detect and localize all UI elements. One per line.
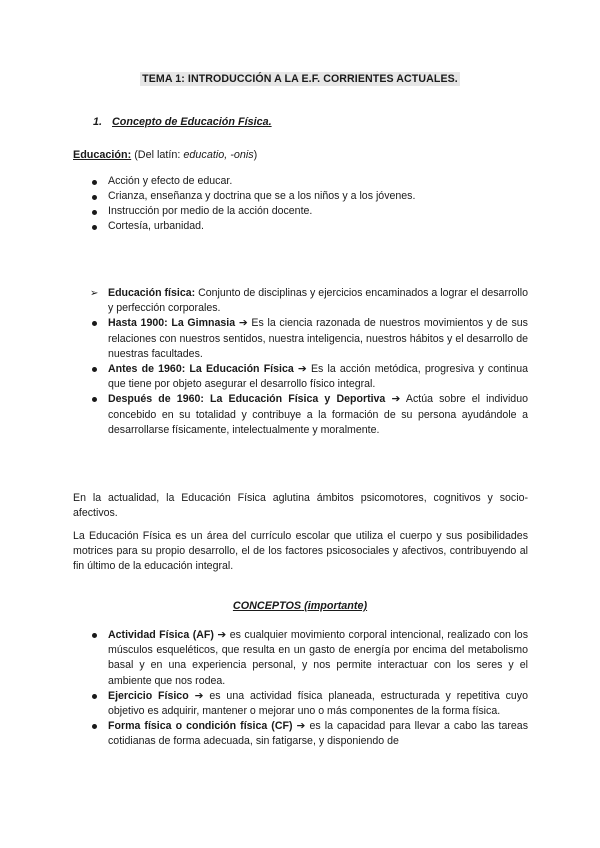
origin-prefix: (Del latín: — [134, 149, 184, 161]
item-term: Antes de 1960: La Educación Física — [108, 363, 294, 376]
list-item — [90, 392, 528, 438]
item-text: ➔ es la capacidad para llevar a cabo las tareas cotidianas de forma adecuada, sin fatigarse, y disponiendo de — [108, 720, 528, 748]
origin-suffix: ) — [253, 149, 258, 161]
list-item — [90, 286, 528, 316]
bullet-icon — [92, 694, 97, 699]
paragraph-current-scope: En la actualidad, la Educación Física aglutina ámbitos psicomotores, cognitivos y socio-afectivos. — [73, 492, 528, 520]
education-definitions-list — [90, 174, 415, 234]
education-definition-line — [73, 149, 257, 161]
item-text: ➔ es una actividad física planeada, estructurada y repetitiva cuyo objetivo es adquirir, mantener o mejorar uno o más componentes de la forma física. — [108, 689, 528, 718]
list-item — [90, 362, 528, 392]
item-text: ➔ Actúa sobre el individuo concebido en su totalidad y contribuye a la formación de su persona ayudándole a desarrollarse físicamente, intelectualmente y moralmente. — [108, 393, 528, 436]
concepts-heading — [0, 600, 600, 612]
list-item: Acción y efecto de educar. — [90, 174, 415, 189]
list-item — [90, 719, 528, 749]
list-item — [90, 689, 528, 719]
section-heading — [93, 116, 272, 128]
item-term: Después de 1960: La Educación Física y Deportiva — [108, 393, 386, 406]
concepts-note: (importante) — [304, 600, 368, 612]
bullet-icon — [92, 321, 97, 326]
bullet-icon — [92, 397, 97, 402]
concepts-list — [90, 628, 528, 750]
concepts-title: CONCEPTOS — [232, 600, 302, 612]
title-wrap — [0, 72, 600, 86]
list-item: Instrucción por medio de la acción docente. — [90, 204, 415, 219]
section-number: 1. — [93, 116, 103, 128]
item-term: Hasta 1900: La Gimnasia — [108, 317, 236, 330]
bullet-icon — [92, 724, 97, 729]
list-item — [90, 316, 528, 362]
list-item: Cortesía, urbanidad. — [90, 219, 415, 234]
section-title: Concepto de Educación Física. — [112, 116, 272, 128]
bullet-icon — [92, 367, 97, 372]
physical-education-history-list — [90, 286, 528, 438]
list-item — [90, 628, 528, 689]
item-term: Educación física: — [108, 287, 196, 299]
item-text: Conjunto de disciplinas y ejercicios encaminados a lograr el desarrollo y perfección corporales. — [108, 287, 528, 315]
arrow-bullet-icon: ➢ — [90, 288, 99, 299]
item-term: Ejercicio Físico — [108, 689, 189, 702]
item-term: Actividad Física (AF) — [108, 629, 214, 641]
item-term: Forma física o condición física (CF) — [108, 720, 293, 733]
list-item: Crianza, enseñanza y doctrina que se a los niños y a los jóvenes. — [90, 189, 415, 204]
item-text: ➔ es cualquier movimiento corporal intencional, realizado con los músculos esqueléticos, que resulta en un gasto de energía por encima del metabolismo basal y en una experiencia personal, y nos permite interactuar con los seres y el ambiente que nos rodea. — [108, 629, 528, 687]
education-term: Educación: — [73, 149, 132, 161]
paragraph-curriculum: La Educación Física es un área del currículo escolar que utiliza el cuerpo y sus posibilidades motrices para su propio desarrollo, el de los factores psicosociales y afectivos, contribuyendo al fin último de la educación integral. — [73, 530, 528, 573]
origin-word: educatio, -onis — [183, 149, 254, 161]
document-title: TEMA 1: INTRODUCCIÓN A LA E.F. CORRIENTES ACTUALES. — [142, 73, 458, 85]
item-text: ➔ Es la acción metódica, progresiva y continua que tiene por objeto asegurar el desarrollo físico integral. — [108, 363, 528, 391]
bullet-icon — [92, 633, 97, 638]
item-text: ➔ Es la ciencia razonada de nuestros movimientos y de sus relaciones con nuestros sentidos, nuestra inteligencia, nuestros hábitos y el desarrollo de nuestras facultades. — [108, 317, 528, 360]
